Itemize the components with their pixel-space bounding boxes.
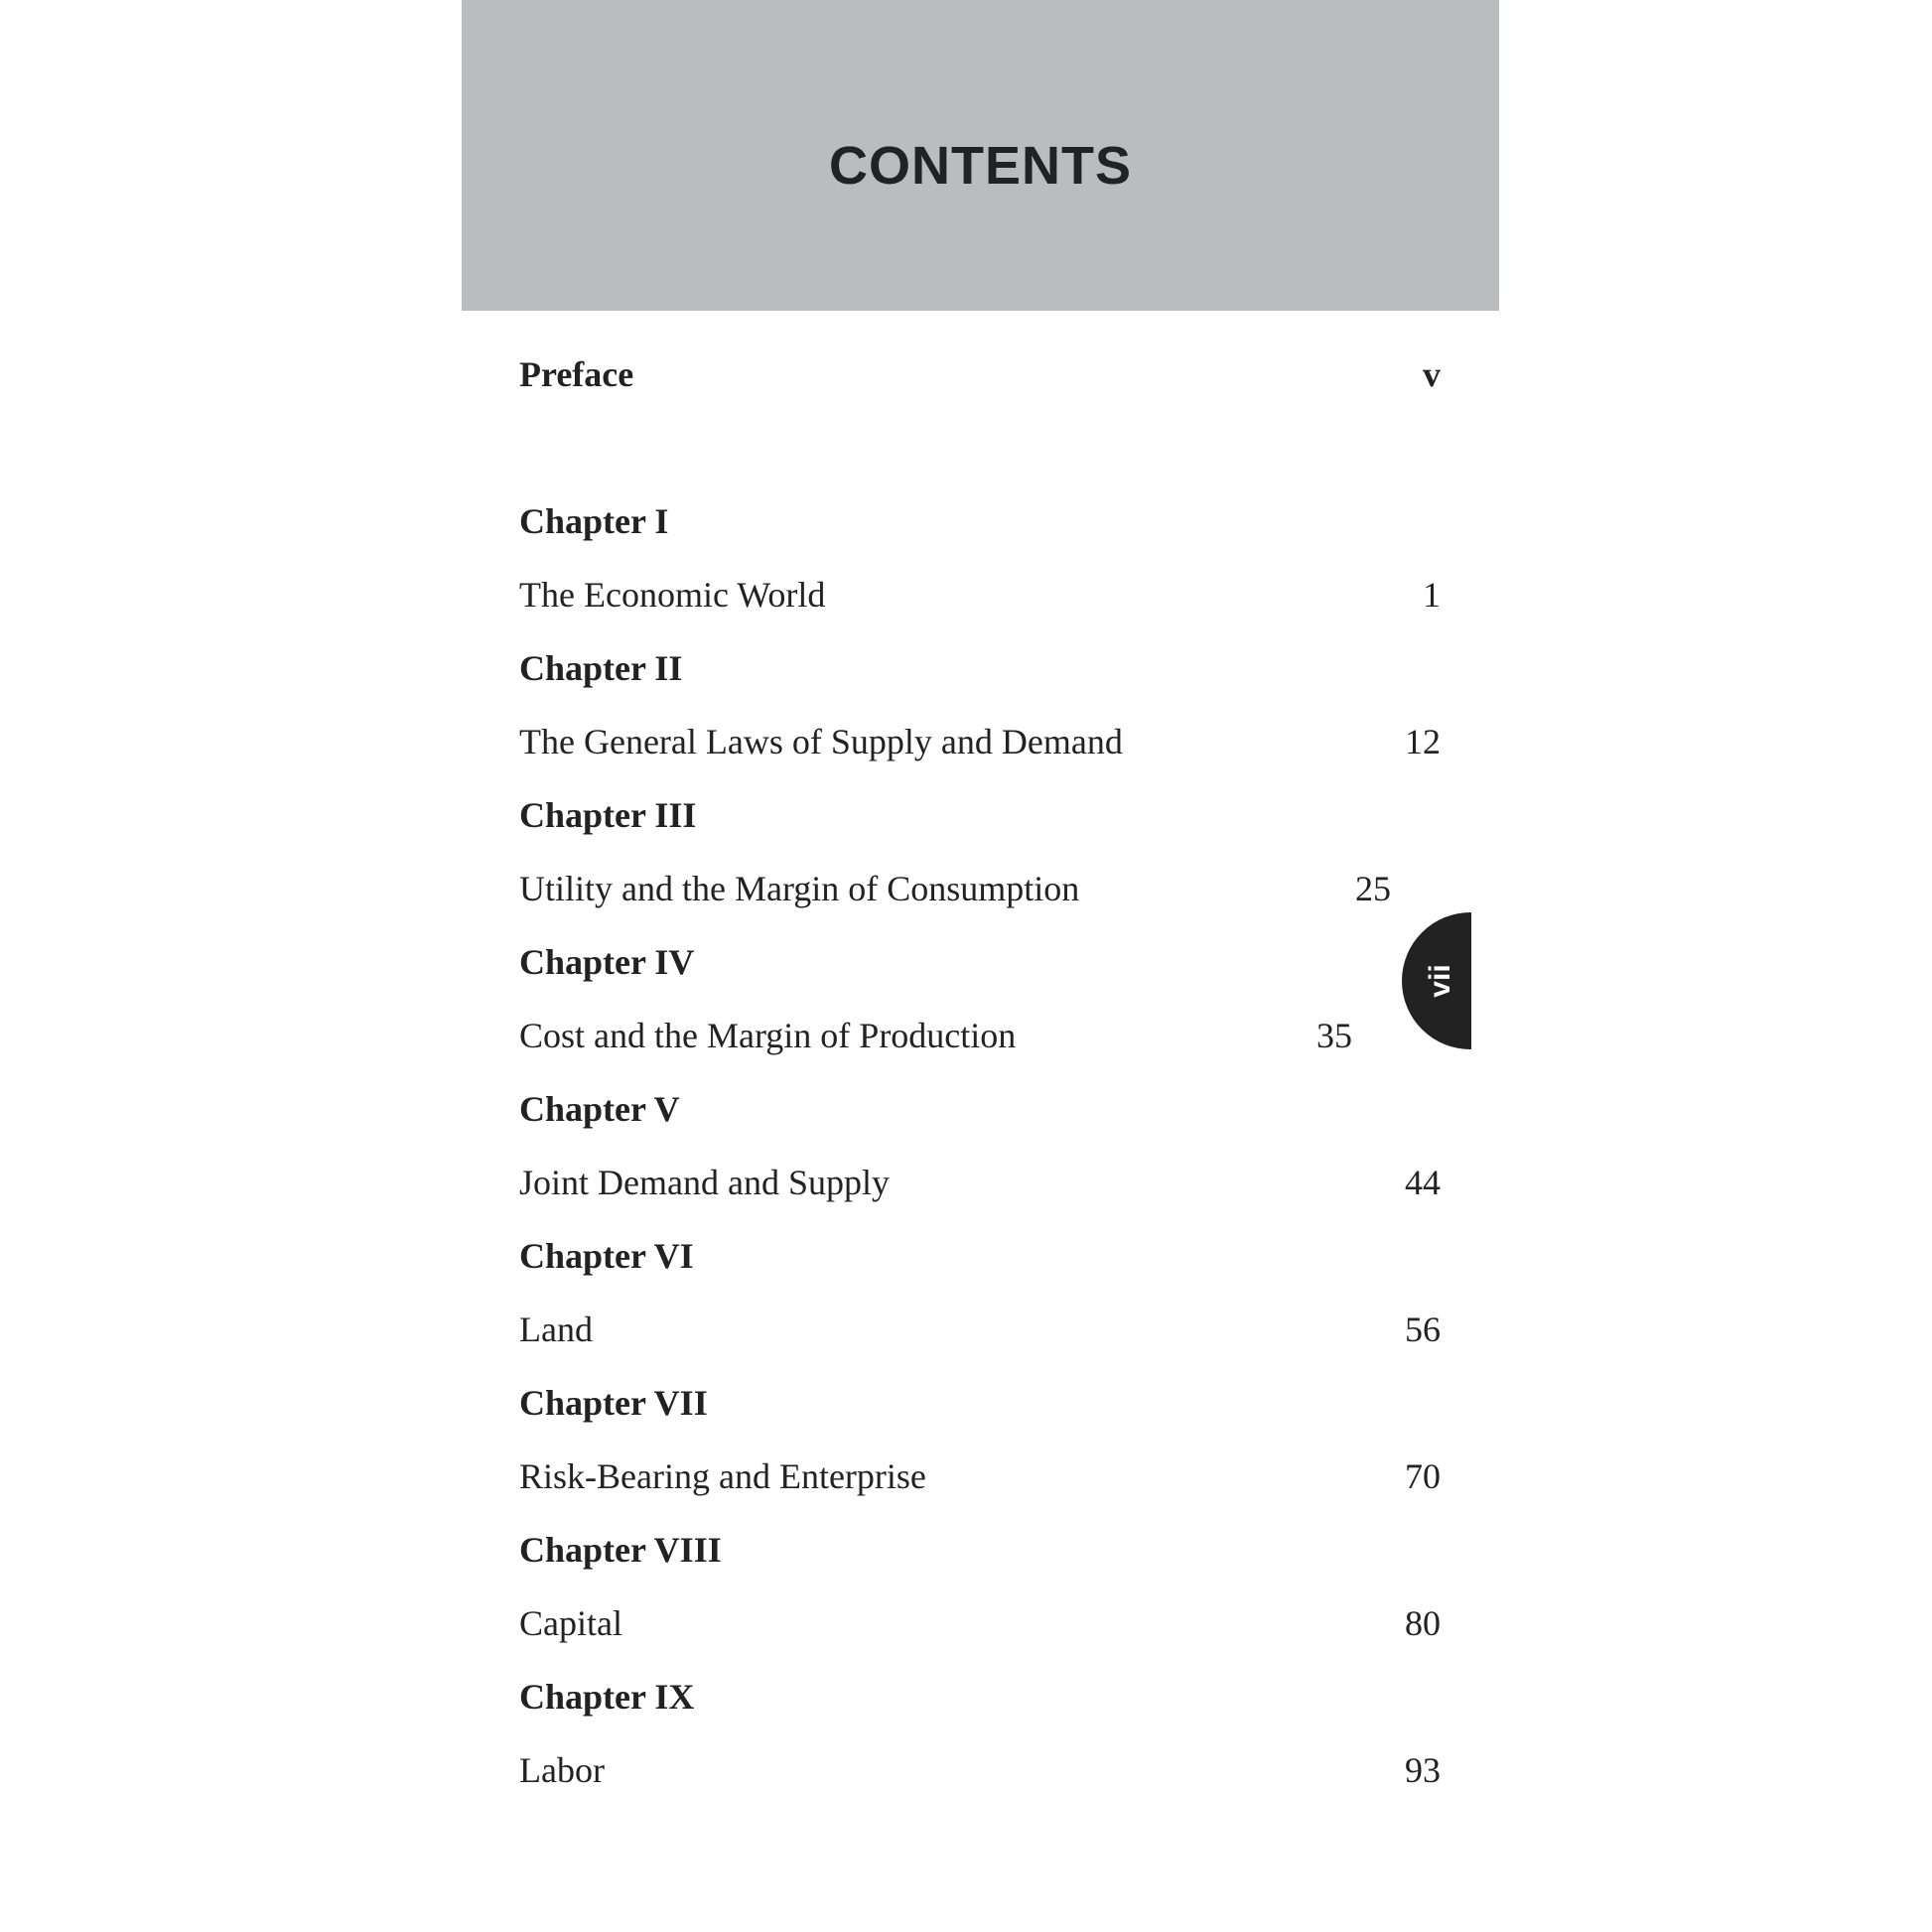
chapter-heading-label: Chapter VII [519,1383,708,1423]
chapter-title: Risk-Bearing and Enterprise [519,1456,926,1496]
chapter-heading-label: Chapter V [519,1089,680,1129]
table-of-contents [519,0,1443,1932]
chapter-4-heading [519,937,1443,987]
toc-entry-chapter-3[interactable] [519,864,1443,913]
preface-page-number: v [1423,354,1441,394]
chapter-heading-label: Chapter II [519,648,683,688]
chapter-page-number: 80 [1405,1603,1441,1643]
chapter-title: Capital [519,1603,622,1643]
chapter-title: Utility and the Margin of Consumption [519,869,1080,908]
toc-entry-chapter-1[interactable] [519,570,1443,620]
chapter-title: The Economic World [519,575,826,615]
toc-preface-row[interactable] [519,349,1443,399]
toc-entry-chapter-9[interactable] [519,1745,1443,1795]
chapter-title: The General Laws of Supply and Demand [519,722,1123,761]
chapter-heading-label: Chapter IX [519,1677,695,1717]
preface-label: Preface [519,354,634,394]
chapter-heading-label: Chapter I [519,501,669,541]
toc-entry-chapter-8[interactable] [519,1598,1443,1648]
chapter-page-number: 35 [1316,1016,1352,1055]
chapter-heading-label: Chapter IV [519,942,695,982]
chapter-page-number: 44 [1405,1163,1441,1202]
chapter-page-number: 70 [1405,1456,1441,1496]
chapter-7-heading [519,1378,1443,1428]
toc-entry-chapter-2[interactable] [519,717,1443,766]
chapter-title: Joint Demand and Supply [519,1163,890,1202]
chapter-2-heading [519,643,1443,693]
chapter-heading-label: Chapter III [519,795,697,835]
chapter-9-heading [519,1672,1443,1722]
chapter-6-heading [519,1231,1443,1281]
chapter-8-heading [519,1525,1443,1575]
chapter-page-number: 1 [1423,575,1441,615]
chapter-page-number: 12 [1405,722,1441,761]
chapter-3-heading [519,790,1443,840]
toc-entry-chapter-7[interactable] [519,1451,1443,1501]
page-title: CONTENTS [829,136,1132,196]
chapter-page-number: 56 [1405,1310,1441,1349]
chapter-page-number: 93 [1405,1750,1441,1790]
toc-entry-chapter-6[interactable] [519,1305,1443,1354]
chapter-1-heading [519,496,1443,546]
chapter-page-number: 25 [1355,869,1391,908]
chapter-heading-label: Chapter VI [519,1236,694,1276]
toc-entry-chapter-4[interactable] [519,1011,1443,1060]
chapter-title: Labor [519,1750,605,1790]
chapter-title: Cost and the Margin of Production [519,1016,1017,1055]
page-number-label: vii [1424,964,1456,998]
chapter-5-heading [519,1084,1443,1134]
chapter-heading-label: Chapter VIII [519,1530,722,1570]
toc-entry-chapter-5[interactable] [519,1158,1443,1207]
chapter-title: Land [519,1310,593,1349]
